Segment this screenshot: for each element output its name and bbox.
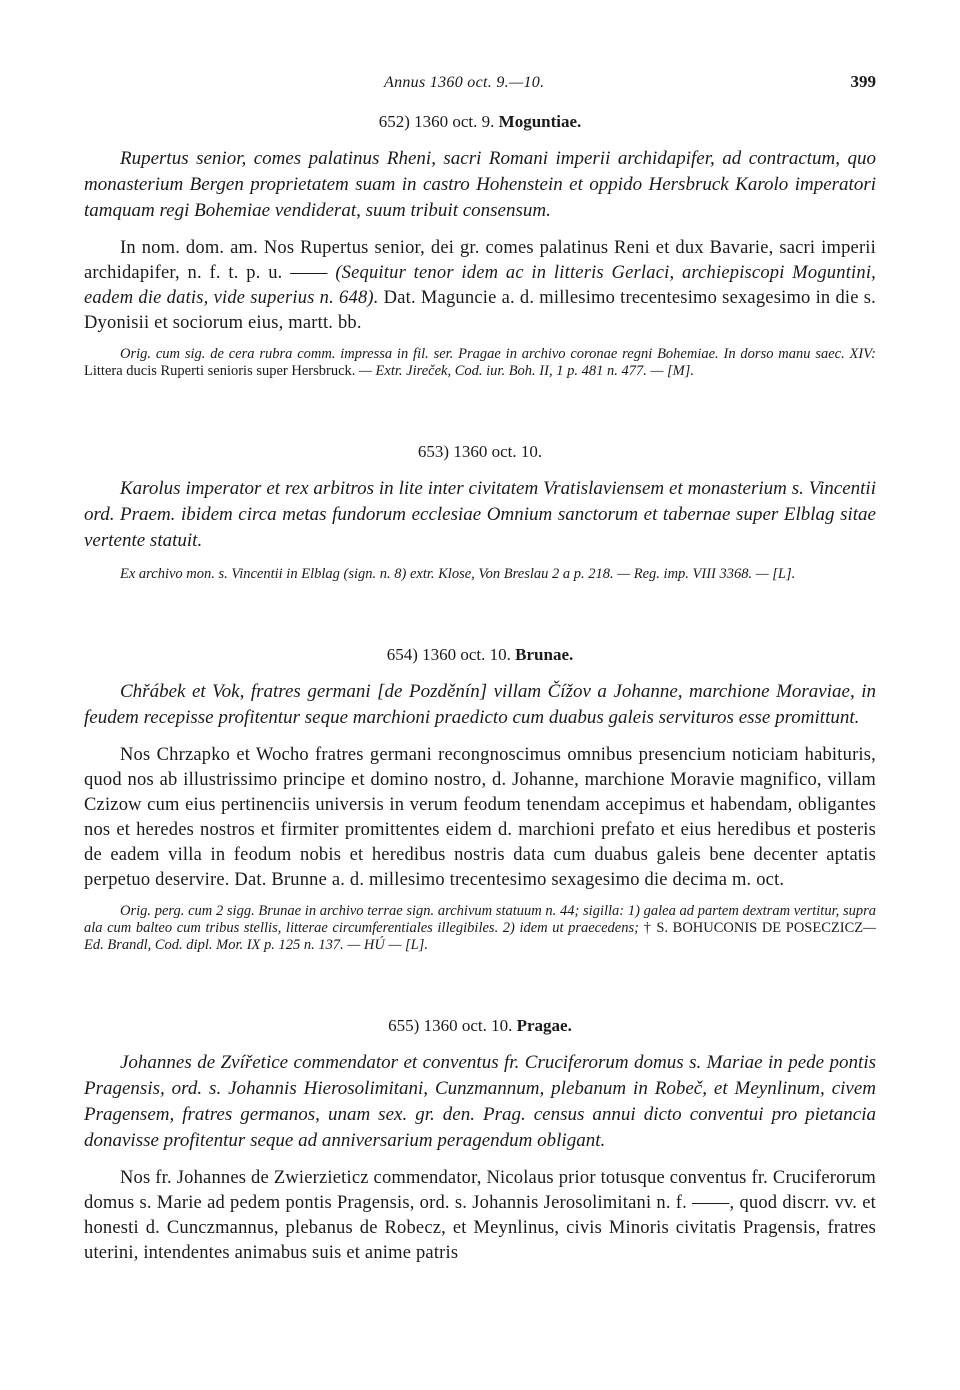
source-part-italic: — Extr. Jireček, Cod. iur. Boh. II, 1 p. 481 n. 477. — [M]. <box>355 363 694 379</box>
entry-date: 1360 oct. 10. <box>422 645 511 664</box>
entry-summary-655: Johannes de Zvířetice commendator et conventus fr. Cruciferorum domus s. Mariae in pede pontis Pragensis, ord. s. Johannis Hierosolimitani, Cunzmannum, plebanum in Robeč, et Meynlinum, civem Pragensem, fratres germanos, unam sex. gr. den. Prag. census annui dicto conventui pro pietancia donavisse profitentur seque ad anniversarium peragendum obligant. <box>84 1052 876 1151</box>
entry-heading-652 <box>84 112 876 132</box>
entry-number: 653) <box>417 442 450 461</box>
source-note-652 <box>84 346 876 380</box>
entry-text-652 <box>84 236 876 336</box>
source-part-italic: —Ed. Brandl, Cod. dipl. Mor. IX p. 125 n. 137. — HÚ — [L]. <box>84 920 876 953</box>
entry-summary-653: Karolus imperator et rex arbitros in lite inter civitatem Vratislaviensem et monasterium s. Vincentii ord. Praem. ibidem circa metas fundorum ecclesiae Omnium sanctorum et tabernae super Elblag sitae vertente statuit. <box>84 478 876 551</box>
entry-number: 652) <box>378 112 410 131</box>
page-number: 399 <box>850 72 876 91</box>
seal-legend: † S. BOHUCONIS DE POSECZICZ <box>643 920 864 936</box>
entry-summary-652: Rupertus senior, comes palatinus Rheni, sacri Romani imperii archidapifer, ad contractum, quo monasterium Bergen proprietatem suam in castro Hohenstein et oppido Hersbruck Karolo imperatori tamquam regi Bohemiae vendiderat, suum tribuit consensum. <box>84 148 876 221</box>
running-title: Annus 1360 oct. 9.—10. <box>384 74 545 91</box>
text-part: Dat. Maguncie a. d. millesimo trecentesimo sexagesimo in die s. Dyonisii et sociorum eius, martt. bb. <box>84 288 876 333</box>
entry-text-655: Nos fr. Johannes de Zwierzieticz commendator, Nicolaus prior totusque conventus fr. Cruciferorum domus s. Marie ad pedem pontis Pragensis, ord. s. Johannis Jerosolimitani n. f. ——, quod discrr. vv. et honesti d. Cunczmannus, plebanus de Robecz, et Meynlinus, civis Minoris civitatis Pragensis, fratres uterini, intendentes animabus suis et anime patris <box>84 1168 876 1263</box>
entry-place: Pragae. <box>516 1016 572 1035</box>
entry-heading-654 <box>84 645 876 665</box>
text-part-italic: (Sequitur tenor idem ac in litteris Gerlaci, archiepiscopi Moguntini, eadem die datis, vide superius n. 648). <box>84 263 876 308</box>
entry-heading-653 <box>84 442 876 462</box>
entry-text-654: Nos Chrzapko et Wocho fratres germani recongnoscimus omnibus presencium noticiam habituris, quod nos ab illustrissimo principe et domino nostro, d. Johanne, marchione Moravie magnifico, villam Czizow cum eius pertinenciis universis in verum feodum tenendam accepimus et habendam, obligantes nos et heredes nostros et firmiter promittentes eidem d. marchioni prefato et eius heredibus et posteris de eadem villa in feodum nobis et heredibus nostris data cum duabus galeis bene decenter aptatis perpetuo deservire. Dat. Brunne a. d. millesimo trecentesimo sexagesimo die decima m. oct. <box>84 745 876 890</box>
source-part: Littera ducis Ruperti senioris super Hersbruck. <box>84 363 356 379</box>
entry-date: 1360 oct. 9. <box>414 112 495 131</box>
entry-number: 654) <box>386 645 418 664</box>
text-part: In nom. dom. am. Nos Rupertus senior, dei gr. comes palatinus Reni et dux Bavarie, sacri imperii archidapifer, n. f. t. p. u. —— <box>84 238 876 283</box>
source-note-654 <box>84 903 876 954</box>
entry-number: 655) <box>388 1016 420 1035</box>
document-page <box>84 66 876 1276</box>
entry-place: Moguntiae. <box>498 112 582 131</box>
entry-date: 1360 oct. 10. <box>453 442 543 461</box>
entry-heading-655 <box>84 1016 876 1036</box>
entry-place: Brunae. <box>515 645 574 664</box>
entry-summary-654: Chřábek et Vok, fratres germani [de Pozděnín] villam Čížov a Johanne, marchione Moraviae, in feudem recepisse profitentur seque marchioni praedicto cum duabus galeis servituros esse promittunt. <box>84 681 876 728</box>
source-part-italic: Orig. perg. cum 2 sigg. Brunae in archivo terrae sign. archivum statuum n. 44; sigilla: 1) galea ad partem dextram vertitur, supra ala cum balteo cum tribus stellis, litterae circumferentiales illegibiles. 2) idem ut praecedens; <box>84 903 876 936</box>
source-part-italic: Orig. cum sig. de cera rubra comm. impressa in fil. ser. Pragae in archivo coronae regni Bohemiae. In dorso manu saec. XIV: <box>120 346 876 362</box>
page-header <box>84 66 876 100</box>
entry-date: 1360 oct. 10. <box>423 1016 513 1035</box>
source-note-653: Ex archivo mon. s. Vincentii in Elblag (sign. n. 8) extr. Klose, Von Breslau 2 a p. 218. — Reg. imp. VIII 3368. — [L]. <box>120 566 796 582</box>
